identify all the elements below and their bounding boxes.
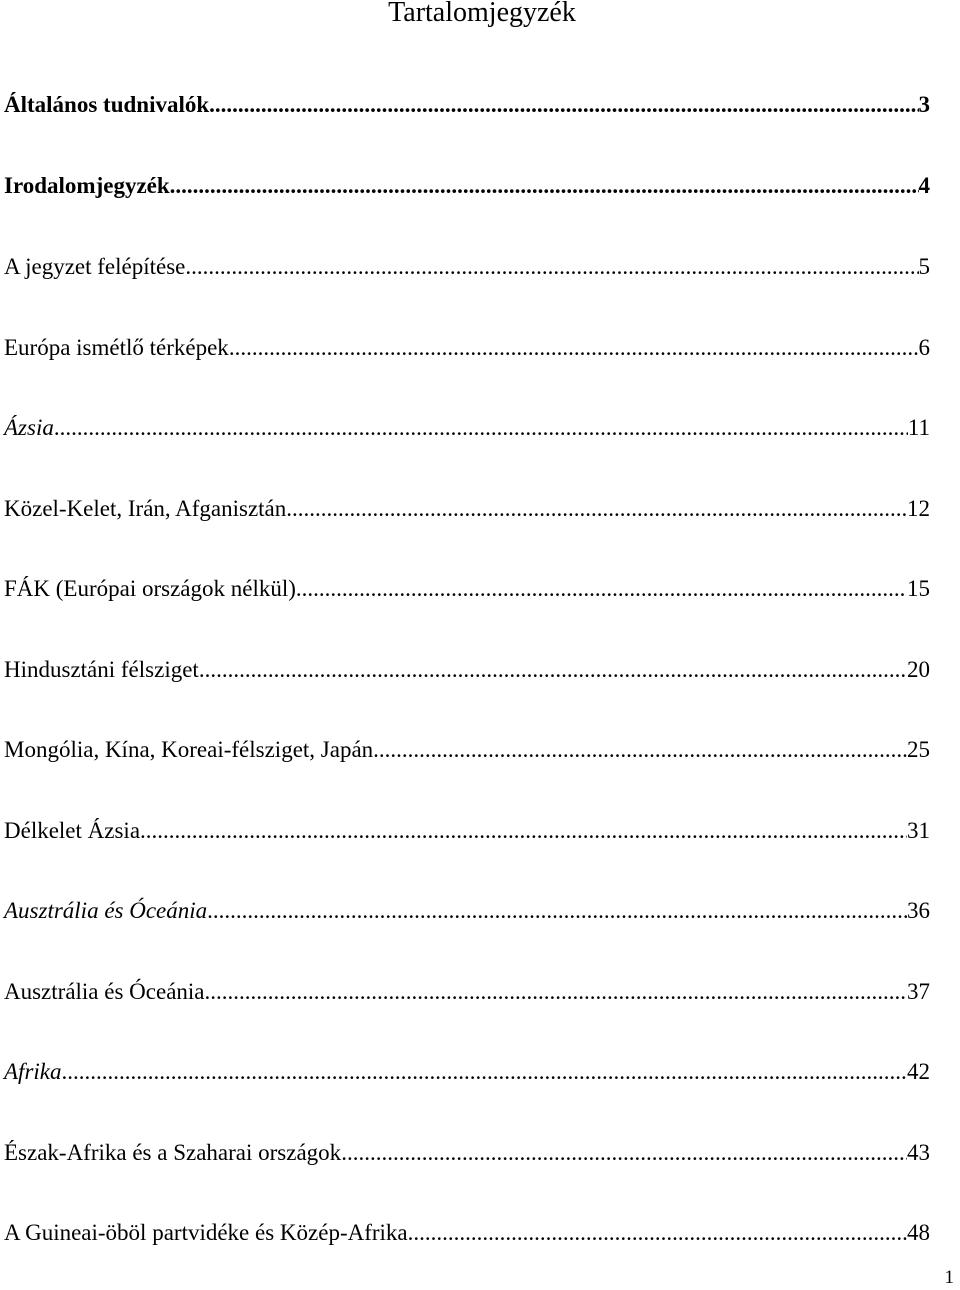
toc-entry-label: Afrika (4, 1059, 62, 1084)
toc-dot-leader (185, 252, 918, 282)
toc-entry-ausztralia-oceania-section[interactable] (4, 896, 930, 926)
toc-entry-label: Mongólia, Kína, Koreai-félsziget, Japán (4, 737, 374, 762)
toc-dot-leader (209, 90, 918, 120)
toc-dot-leader (373, 735, 907, 765)
toc-dot-leader (170, 171, 919, 201)
toc-entry-label: Észak-Afrika és a Szaharai országok (4, 1140, 342, 1165)
toc-dot-leader (54, 413, 908, 443)
toc-entry-mongolia-kina[interactable] (4, 735, 930, 765)
toc-dot-leader (296, 574, 907, 604)
toc-dot-leader (199, 655, 907, 685)
toc-entry-label: Irodalomjegyzék (4, 173, 170, 198)
toc-entry-page: 37 (907, 979, 930, 1004)
toc-entry-page: 4 (918, 173, 930, 198)
toc-entry-label: Ausztrália és Óceánia (4, 898, 208, 923)
toc-entry-eszak-afrika[interactable] (4, 1138, 930, 1168)
toc-entry-jegyzet-felepitese[interactable] (4, 252, 930, 282)
page-title: Tartalomjegyzék (388, 0, 576, 28)
toc-dot-leader (229, 333, 919, 363)
toc-entry-page: 11 (907, 415, 930, 440)
toc-dot-leader (341, 1138, 907, 1168)
toc-entry-page: 31 (907, 818, 930, 843)
toc-entry-label: A Guineai-öböl partvidéke és Közép-Afrika (4, 1220, 408, 1245)
toc-entry-page: 15 (907, 576, 930, 601)
toc-entry-page: 20 (907, 657, 930, 682)
toc-entry-label: A jegyzet felépítése (4, 254, 186, 279)
toc-entry-page: 36 (907, 898, 930, 923)
toc-entry-label: Európa ismétlő térképek (4, 335, 229, 360)
toc-entry-europa-ismetlo-terkepek[interactable] (4, 333, 930, 363)
toc-entry-label: Délkelet Ázsia (4, 818, 141, 843)
toc-entry-guineai-obol[interactable] (4, 1218, 930, 1248)
toc-dot-leader (205, 977, 907, 1007)
toc-entry-fak[interactable] (4, 574, 930, 604)
toc-entry-page: 43 (907, 1140, 930, 1165)
toc-entry-page: 5 (918, 254, 930, 279)
toc-entry-afrika[interactable] (4, 1057, 930, 1087)
toc-dot-leader (286, 494, 907, 524)
toc-entry-page: 12 (907, 496, 930, 521)
toc-dot-leader (140, 816, 907, 846)
toc-entry-azsia[interactable] (4, 413, 930, 443)
toc-dot-leader (62, 1057, 908, 1087)
toc-entry-ausztralia-oceania[interactable] (4, 977, 930, 1007)
page-number: 1 (944, 1267, 954, 1288)
toc-entry-label: Ázsia (4, 415, 54, 440)
toc-entry-label: Hindusztáni félsziget (4, 657, 199, 682)
toc-entry-kozel-kelet[interactable] (4, 494, 930, 524)
toc-entry-label: Közel-Kelet, Irán, Afganisztán (4, 496, 287, 521)
toc-entry-irodalomjegyzek[interactable] (4, 171, 930, 201)
toc-dot-leader (207, 896, 907, 926)
toc-entry-altalanos-tudnivalok[interactable] (4, 90, 930, 120)
toc-entry-page: 6 (918, 335, 930, 360)
toc-entry-label: Általános tudnivalók (4, 92, 210, 117)
toc-entry-page: 25 (907, 737, 930, 762)
toc-entry-page: 3 (918, 92, 930, 117)
toc-entry-label: Ausztrália és Óceánia (4, 979, 205, 1004)
toc-entry-page: 42 (907, 1059, 930, 1084)
toc-entry-page: 48 (907, 1220, 930, 1245)
toc-dot-leader (408, 1218, 907, 1248)
toc-entry-hindusztani-felsziget[interactable] (4, 655, 930, 685)
toc-entry-delkelet-azsia[interactable] (4, 816, 930, 846)
toc-entry-label: FÁK (Európai országok nélkül) (4, 576, 296, 601)
